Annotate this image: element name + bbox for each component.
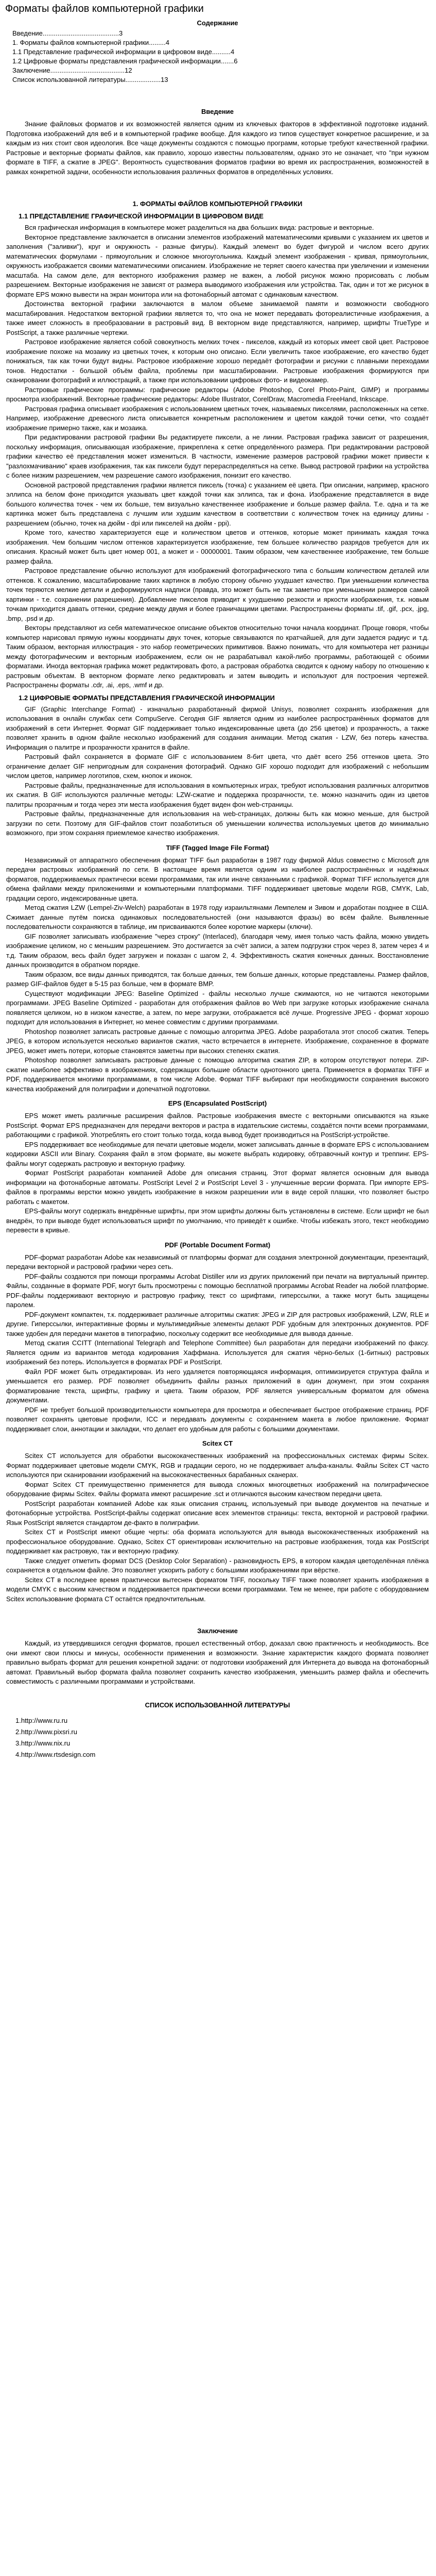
paragraph: Знание файловых форматов и их возможностей является одним из ключевых факторов в эффективной подготовке изданий. Подготовка изображений для веб и в компьютерной графике вообще. Для каждого из типов существует конкретное расширение, и за каждым из них стоит своя идеология. Все чаще документы создаются с помощью программ, которые требуют качественной графики. Растровые и векторные форматы файлов, как правило, хорошо известны пользователям, однако это не означает, что "при нужном формате в TIFF, а сжатие в JPEG". Вероятность существования форматов графики во время их распространения, возможностей в рамках конкретной задачи, особенности использования различных форматов в определённых условиях.	[6, 120, 429, 176]
document-body	[0, 19, 436, 1760]
toc-title: Содержание	[197, 19, 238, 27]
paragraph: EPS может иметь различные расширения файлов. Растровые изображения вместе с векторными описываются на языке PostScript. Формат EPS предназначен для передачи векторов и растра в издательские системы, создаётся почти всеми программами, работающими с графикой. Употреблять его стоит только тогда, когда вывод будет производиться на PostScript-устройстве.	[6, 1112, 429, 1139]
chapter1-heading: 1. ФОРМАТЫ ФАЙЛОВ КОМПЬЮТЕРНОЙ ГРАФИКИ	[132, 200, 303, 208]
toc-item[interactable]: Список использованной литературы...................13	[12, 76, 168, 83]
conclusion-body	[6, 1639, 429, 1687]
intro-body	[6, 120, 429, 177]
toc-item[interactable]: Введение.........................................3	[12, 29, 123, 37]
paragraph: Растровое изображение является собой совокупность мелких точек - пикселов, каждый из которых имеет свой цвет. Растровое изображение похоже на мозаику из цветных точек, к которым оно описано. Если увеличить такое изображение, его качество будет понижаться, так как точки будут видны. Растровое изображение хорошо передаёт фотографии и рисунки с плавными переходами тонов. Недостатки - большой объём файла, проблемы при масштабировании. Растровые изображения формируются при сканировании фотографий и иллюстраций, а также при использовании цифровых фото- и видеокамер.	[6, 338, 429, 384]
jpeg-body	[6, 989, 429, 1094]
paragraph: Растровые графические программы: графические редакторы (Adobe Photoshop, Corel Photo-Paint, GIMP) и программы просмотра изображений. Векторные графические редакторы: Adobe Illustrator, CorelDraw, Macromedia FreeHand, Inkscape.	[6, 385, 429, 403]
literature-link[interactable]: 1.http://www.ru.ru	[15, 1716, 68, 1724]
literature-link[interactable]: 3.http://www.nix.ru	[15, 1739, 71, 1747]
toc-item[interactable]: 1.2 Цифровые форматы представления графической информации.......6	[12, 57, 238, 65]
paragraph: GIF (Graphic Interchange Format) - изначально разработанный фирмой Unisys, позволяет сохранять изображения для использования в онлайн службах сети CompuServe. Сегодня GIF является одним из наиболее распространённых форматов для изображений в сети Интернет. Формат GIF поддерживает только индексированные цвета (до 256 цветов) и прозрачность, а также позволяет хранить в одном файле несколько изображений для создания анимации. Метод сжатия - LZW, без потерь качества. Информация о палитре и прозрачности хранится в файле.	[6, 705, 429, 751]
conclusion-heading: Заключение	[197, 1627, 238, 1635]
section-1-1-heading: 1.1 ПРЕДСТАВЛЕНИЕ ГРАФИЧЕСКОЙ ИНФОРМАЦИИ В ЦИФРОВОМ ВИДЕ	[19, 212, 264, 220]
section-1-2-body	[6, 705, 429, 838]
paragraph: PDF-документ компактен, т.к. поддерживает различные алгоритмы сжатия: JPEG и ZIP для растровых изображений, LZW, RLE и другие. Гиперссылки, интерактивные формы и мультимедийные элементы делают PDF удобным для электронных документов. PDF также удобен для передачи макетов в типографию, поскольку содержит все необходимые для вывода данные.	[6, 1310, 429, 1337]
scitex-body	[6, 1451, 429, 1604]
literature-link[interactable]: 2.http://www.pixsri.ru	[15, 1727, 77, 1736]
paragraph: Векторное представление заключается в описании элементов изображений математическими кривыми с указанием их цветов и заполнения ("заливки"), круг и окружность - разные фигуры). Каждый элемент во будет фигурой и числом всего других математических формулами - прямоугольник и сложное многоугольника. Каждый элемент изображения - кривая, прямоугольник, окружность изображается своими математическими описанием. Изображение не теряет своего качества при увеличении и изменении масштаба. На самом деле, для векторного изображения размер не важен, а любой рисунок можно прорисовать с любым разрешением. Векторные изображения не зависят от размера выводимого изображения или устройства. Так, один и тот же рисунок в формате EPS можно вывести на экран монитора или на фотонаборный автомат с одинаковым качеством.	[6, 233, 429, 298]
paragraph: Каждый, из утвердившихся сегодня форматов, прошел естественный отбор, доказал свою практичность и необходимость. Все они имеют свои плюсы и минусы, особенности применения и возможности. Знание характеристик каждого формата позволяет правильно выбрать формат для решения конкретной задачи: от подготовки изображений для Интернета до вывода на фотонаборный автомат. Правильный выбор формата файла позволяет сохранить качество изображения, уменьшить размер файла и обеспечить совместимость с различными программами и устройствами.	[6, 1639, 429, 1685]
section-1-1-body	[6, 223, 429, 690]
paragraph: PostScript разработан компанией Adobe как язык описания страниц, используемый при выводе документов на печатные и фотонаборные устройства. PostScript-файлы содержат описание всех элементов страницы: текста, векторной и растровой графики. Язык PostScript является стандартом де-факто в полиграфии.	[6, 1499, 429, 1527]
paragraph: Также следует отметить формат DCS (Desktop Color Separation) - разновидность EPS, в котором каждая цветоделённая плёнка сохраняется в отдельном файле. Это позволяет ускорить работу с большими изображениями при вёрстке.	[6, 1556, 429, 1574]
paragraph: Растровое представление обычно используют для изображений фотографического типа с большим количеством деталей или оттенков. К сожалению, масштабирование таких картинок в любую сторону обычно ухудшает качество. При уменьшении количества точек теряются мелкие детали и деформируются надписи (правда, это может быть не так заметно при уменьшении размеров самой картинки - т.е. сохранении разрешения). Добавление пикселов приводит к ухудшению резкости и яркости изображения, т.к. новым точкам приходится давать оттенки, средние между двумя и более граничащими цветами. Распространены форматы .tif, .gif, .pcx, .jpg, .bmp, .psd и др.	[6, 567, 429, 622]
paragraph: EPS-файлы могут содержать внедрённые шрифты, при этом шрифты должны быть установлены в системе. Если шрифт не был внедрён, то при выводе будет использоваться шрифт по умолчанию, что приведёт к ошибке. Чтобы избежать этого, текст необходимо перевести в кривые.	[6, 1207, 429, 1234]
paragraph: PDF-формат разработан Adobe как независимый от платформы формат для создания электронной документации, презентаций, передачи векторной и растровой графики через сеть.	[6, 1253, 429, 1270]
scitex-heading: Scitex CT	[202, 1439, 233, 1447]
paragraph: Photoshop позволяет записать растровые данные с помощью алгоритма JPEG. Adobe разработала этот способ сжатия. Теперь JPEG, в котором используется несколько вариантов сжатия, часто встречается в интернете. Изображение, сохраненное в формате JPEG, может иметь потери, которые становятся заметны при высоких степенях сжатия.	[6, 1027, 429, 1055]
eps-heading: EPS (Encapsulated PostScript)	[168, 1099, 267, 1107]
intro-heading: Введение	[201, 108, 234, 115]
paragraph: Scitex CT в последнее время практически вытеснен форматом TIFF, поскольку TIFF также позволяет хранить изображения в модели CMYK с высоким качеством и поддерживается практически всеми программами. Тем не менее, при работе с оборудованием Scitex использование формата CT остаётся предпочтительным.	[6, 1575, 429, 1603]
paragraph: Scitex CT и PostScript имеют общие черты: оба формата используются для вывода высококачественных изображений на профессиональное оборудование. Однако, Scitex CT ориентирован исключительно на растровые изображения, тогда как PostScript поддерживает как растровую, так и векторную графику.	[6, 1528, 429, 1555]
paragraph: Scitex CT используется для обработки высококачественных изображений на профессиональных системах фирмы Scitex. Формат поддерживает цветовые модели CMYK, RGB и градации серого, но не поддерживает альфа-каналы. Файлы Scitex CT часто используются при сканировании изображений на высококачественных барабанных сканерах.	[6, 1452, 429, 1479]
pdf-heading: PDF (Portable Document Format)	[164, 1241, 271, 1249]
toc-list	[6, 29, 429, 84]
literature-item	[15, 1749, 429, 1760]
paragraph: Существуют модификации JPEG: Baseline Optimized - файлы несколько лучше сжимаются, но не читаются некоторыми программами. JPEG Baseline Optimized - разработан для отображения файлов во Web при загрузке которых изображение сначала появляется целиком, но в низком качестве, а затем, по мере загрузки, отображается всё лучше. Progressive JPEG - формат хорошо подходит для использования в Интернет, но менее совместим с другими программами.	[6, 989, 429, 1026]
paragraph: Метод сжатия ССITT (International Telegraph and Telephone Committee) был разработан для передачи изображений по факсу. Является одним из вариантов метода кодирования Хаффмана. Используется для сжатия чёрно-белых (1-битных) растровых изображений без потерь. Используется в форматах PDF и PostScript.	[6, 1339, 429, 1366]
literature-list	[15, 1715, 429, 1760]
paragraph: Растровые файлы, предназначенные для использования на web-страницах, должны быть как можно меньше, для быстрой загрузки по сети. Поэтому для GIF-файлов стоит позаботиться об уменьшении количества используемых цветов до минимально возможного, при этом сохраняя приемлемое качество изображения.	[6, 810, 429, 837]
paragraph: Векторы представляют из себя математическое описание объектов относительно точки начала координат. Проще говоря, чтобы компьютер нарисовал прямую нужны координаты двух точек, которые связываются по кратчайшей, для дуги задается радиус и т.д. Таким образом, векторная иллюстрация - это набор геометрических примитивов. Важно понимать, что для компьютера нет разницы между фотографическим и векторным изображением, если он не разрабатывал какой-либо программы, работающей с обоими форматами. Иногда векторная графика может редактировать фото, а растровая обработка сводится к одному набору по отношению к растровым объектам. В векторном формате легко редактировать и затем выводить и используют для построения чертежей. Распространены форматы .cdr, .ai, .eps, .wmf и др.	[6, 624, 429, 689]
paragraph: EPS поддерживает все необходимые для печати цветовые модели, может записывать данные в формате EPS с использованием кодировки ASCII или Binary. Сохраняя файл в этом формате, вы можете выбрать кодировку, обтравочный контур и треппинг. EPS-файлы могут содержать растровую и векторную графику.	[6, 1140, 429, 1167]
pdf-body	[6, 1253, 429, 1434]
paragraph: Метод сжатия LZW (Lempel-Ziv-Welch) разработан в 1978 году израильтянами Лемпелем и Зивом и доработан позднее в США. Сжимает данные путём поиска одинаковых последовательностей (они называются фразы) во всём файле. Выявленные последовательности сохраняются в таблице, им присваиваются более короткие маркеры (ключи).	[6, 904, 429, 930]
paragraph: Растровый файл сохраняется в формате GIF с использованием 8-бит цвета, что даёт всего 256 оттенков цвета. Это ограничение делает GIF непригодным для сохранения фотографий. Однако GIF хорошо подходит для изображений с небольшим числом цветов, например логотипов, схем, кнопок и иконок.	[6, 753, 429, 779]
paragraph: PDF-файлы создаются при помощи программы Acrobat Distiller или из других приложений при печати на виртуальный принтер. Файлы, созданные в формате PDF, могут быть просмотрены с помощью бесплатной программы Acrobat Reader на любой платформе. PDF-файлы поддерживают векторную и растровую графику, текст со шрифтами, гиперссылки, а также могут быть защищены паролем.	[6, 1272, 429, 1309]
paragraph: Достоинства векторной графики заключаются в малом объеме занимаемой памяти и возможности свободного масштабирования. Недостатком векторной графики является то, что она не может передавать фотореалистичные изображения, а также имеет сложность в преобразовании в растровый вид. В векторном виде представляются, например, шрифты TrueType и PostScript, а также различные чертежи.	[6, 300, 429, 336]
toc-item[interactable]: 1. Форматы файлов компьютерной графики.........4	[12, 39, 169, 46]
paragraph: Формат Scitex CT преимущественно применяется для вывода сложных многоцветных изображений на полиграфическое оборудование фирмы Scitex. Файлы формата имеют расширение .sct и отличаются высоким качеством передачи цвета.	[6, 1480, 429, 1498]
literature-item	[15, 1715, 429, 1726]
literature-item	[15, 1726, 429, 1738]
toc-item[interactable]: 1.1 Представление графической информации в цифровом виде..........4	[12, 48, 235, 56]
tiff-body	[6, 856, 429, 989]
paragraph: Независимый от аппаратного обеспечения формат TIFF был разработан в 1987 году фирмой Aldus совместно с Microsoft для передачи растровых изображений по сети. В настоящее время является одним из наиболее распространённых и надёжных форматов, поддерживаемых практически всеми программами, так или иначе связанными с графикой. Формат TIFF используется для обмена файлами между приложениями и компьютерными платформами. TIFF поддерживает цветовые модели RGB, CMYK, Lab, градации серого, индексированные цвета.	[6, 856, 429, 902]
literature-link[interactable]: 4.http://www.rtsdesign.com	[15, 1750, 96, 1758]
literature-item	[15, 1738, 429, 1749]
paragraph: Вся графическая информация в компьютере может разделиться на два больших вида: растровые и векторные.	[25, 224, 374, 231]
page-title: Форматы файлов компьютерной графики	[0, 0, 436, 17]
paragraph: Растровые файлы, предназначенные для использования в компьютерных играх, требуют использования различных алгоритмов их сжатия. В GIF используются различные методы: LZW-сжатие и поддержка прозрачности, т.е. можно назначить один из цветов палитры прозрачным и тогда через эти места изображения будет виден фон web-страницы.	[6, 781, 429, 808]
paragraph: Photoshop позволяет записывать растровые данные с помощью алгоритма сжатия ZIP, в котором отсутствуют потери. ZIP-сжатие наиболее эффективно в изображениях, содержащих большие области однотонного цвета. Применяется в форматах TIFF и PDF, поддерживается многими программами, в том числе Adobe. Формат TIFF выбирают при необходимости сохранения высокого качества изображений для полиграфии и допечатной подготовки.	[6, 1056, 429, 1093]
paragraph: GIF позволяет записывать изображение "через строку" (Interlaced), благодаря чему, имея только часть файла, можно увидеть изображение целиком, но с меньшим разрешением. Это достигается за счёт записи, а затем подгрузки строк через 8, затем через 4 и т.д. Таким образом, весь файл будет загружен и показан с шагом 2, 4. Эффективность сжатия конечных данных. Восстановление данных производится в обратном порядке.	[6, 932, 429, 969]
paragraph: Кроме того, качество характеризуется еще и количеством цветов и оттенков, которые может принимать каждая точка изображения. Чем большим числом оттенков характеризуется изображение, тем большее количество разрядов требуется для их описания. Красный может быть цвет номер 001, а может и - 00000001. Таким образом, чем качественнее изображение, тем больше размер файла.	[6, 529, 429, 565]
paragraph: При редактировании растровой графики Вы редактируете пиксели, а не линии. Растровая графика зависит от разрешения, поскольку информация, описывающая изображение, прикреплена к сетке определённого размера. При редактировании растровой графики качество её представления может измениться. В частности, изменение размеров растровой графики может привести к "разлохмачиванию" краев изображения, так как пиксели будут перераспределяться на сетке. Вывод растровой графики на устройства с более низким разрешением, чем разрешение самого изображения, понизит его качество.	[6, 433, 429, 479]
paragraph: Таким образом, все виды данных приводятся, так больше данных, тем больше данных, которые представлены. Размер файлов, размер GIF-файлов будет в 5-15 раз больше, чем в формате BMP.	[6, 970, 429, 988]
section-1-2-heading: 1.2 ЦИФРОВЫЕ ФОРМАТЫ ПРЕДСТАВЛЕНИЯ ГРАФИЧЕСКОЙ ИНФОРМАЦИИ	[19, 693, 275, 702]
paragraph: Основной растровой представления графики является пиксель (точка) с указанием её цвета. При описании, например, красного эллипса на белом фоне приходится указывать цвет каждой точки как эллипса, так и фона. Изображение представляется в виде большого количества точек - чем их больше, тем визуально качественнее изображение и больше размер файла. Т.е. одна и та же картинка может быть представлена с лучшим или худшим качеством в соответствии с количеством точек на единицу длины - разрешением (обычно, точек на дюйм - dpi или пикселей на дюйм - ppi).	[6, 481, 429, 527]
literature-heading: СПИСОК ИСПОЛЬЗОВАННОЙ ЛИТЕРАТУРЫ	[145, 1701, 290, 1709]
toc-item[interactable]: Заключение........................................12	[12, 66, 132, 74]
paragraph: Файл PDF может быть отредактирован. Из него удаляется повторяющаяся информация, оптимизируется структура файла и уменьшается его размер. PDF позволяет объединить файлы разных приложений в один документ, при этом сохраняя форматирование текста, шрифты, графику и цвета. Таким образом, PDF является универсальным форматом для обмена документами.	[6, 1367, 429, 1404]
paragraph: Растровая графика описывает изображения с использованием цветных точек, называемых пикселями, расположенных на сетке. Например, изображение древесного листа описывается конкретным расположением и цветом каждой точки сетки, что создаёт изображение примерно также, как и мозаика.	[6, 404, 429, 432]
paragraph: Формат PostScript разработан компанией Adobe для описания страниц. Этот формат является основным для вывода информации на фотонаборные автоматы. PostScript Level 2 и PostScript Level 3 - улучшенные версии формата. При импорте EPS-файлов в программы верстки можно увидеть изображение в низком разрешении или в виде серой плашки, что позволяет быстро работать с макетом.	[6, 1169, 429, 1206]
eps-body	[6, 1111, 429, 1235]
paragraph: PDF не требует большой производительности компьютера для просмотра и обеспечивает быстрое отображение страниц. PDF позволяет сохранять цветовые профили, ICC и передавать документы с сохранением макета в любое приложение. Формат поддерживает слои, аннотации и закладки, что делает его удобным для работы с большими документами.	[6, 1405, 429, 1433]
tiff-heading: TIFF (Tagged Image File Format)	[166, 843, 269, 852]
